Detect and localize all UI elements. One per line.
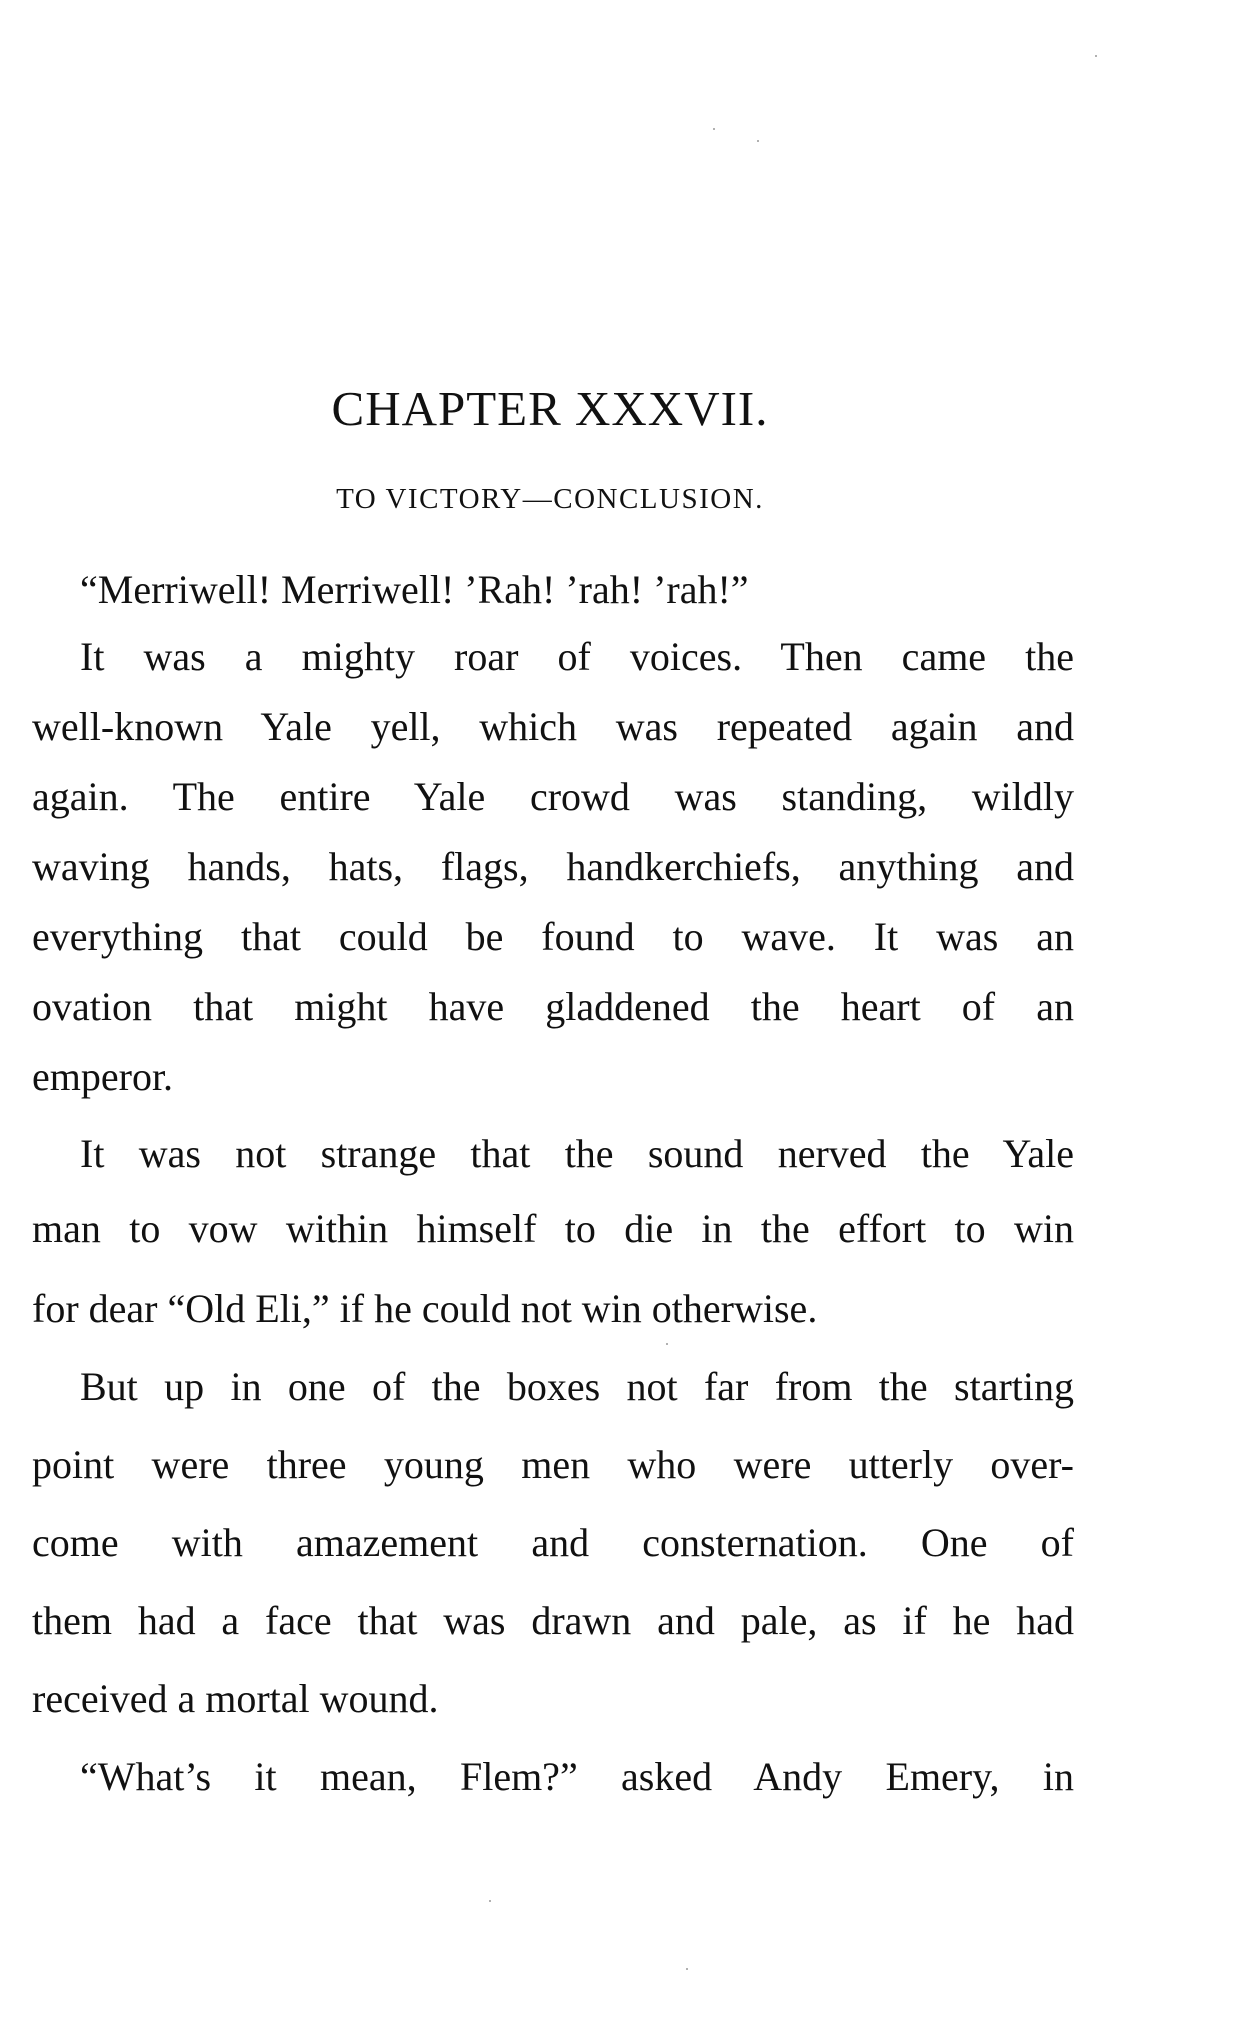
chapter-title: TO VICTORY—CONCLUSION. [336,483,764,515]
text-line: It was a mighty roar of voices. Then came the [80,634,1074,679]
scan-speck [713,128,715,130]
text-line: “What’s it mean, Flem?” asked Andy Emery, in [80,1754,1074,1799]
text-line: “Merriwell! Merriwell! ’Rah! ’rah! ’rah!” [80,567,749,612]
text-line: point were three young men who were utterly over- [32,1442,1074,1487]
text-line: well-known Yale yell, which was repeated again and [32,704,1074,749]
text-line: man to vow within himself to die in the effort to win [32,1206,1074,1251]
text-line: for dear “Old Eli,” if he could not win otherwise. [32,1286,818,1331]
text-line: waving hands, hats, flags, handkerchiefs, anything and [32,844,1074,889]
text-line: ovation that might have gladdened the heart of an [32,984,1074,1029]
scan-speck [666,1343,668,1345]
text-line: everything that could be found to wave. It was an [32,914,1074,959]
text-line: come with amazement and consternation. One of [32,1520,1074,1565]
text-line: But up in one of the boxes not far from the starting [80,1364,1074,1409]
scan-speck [686,1968,688,1970]
text-line: emperor. [32,1054,174,1099]
text-line: It was not strange that the sound nerved the Yale [80,1131,1074,1176]
chapter-number: CHAPTER XXXVII. [331,381,769,436]
text-line: again. The entire Yale crowd was standing, wildly [32,774,1074,819]
scan-speck [757,140,759,142]
text-line: them had a face that was drawn and pale, as if he had [32,1598,1074,1643]
scan-speck [1095,55,1097,57]
text-line: received a mortal wound. [32,1676,439,1721]
scan-speck [489,1900,491,1902]
